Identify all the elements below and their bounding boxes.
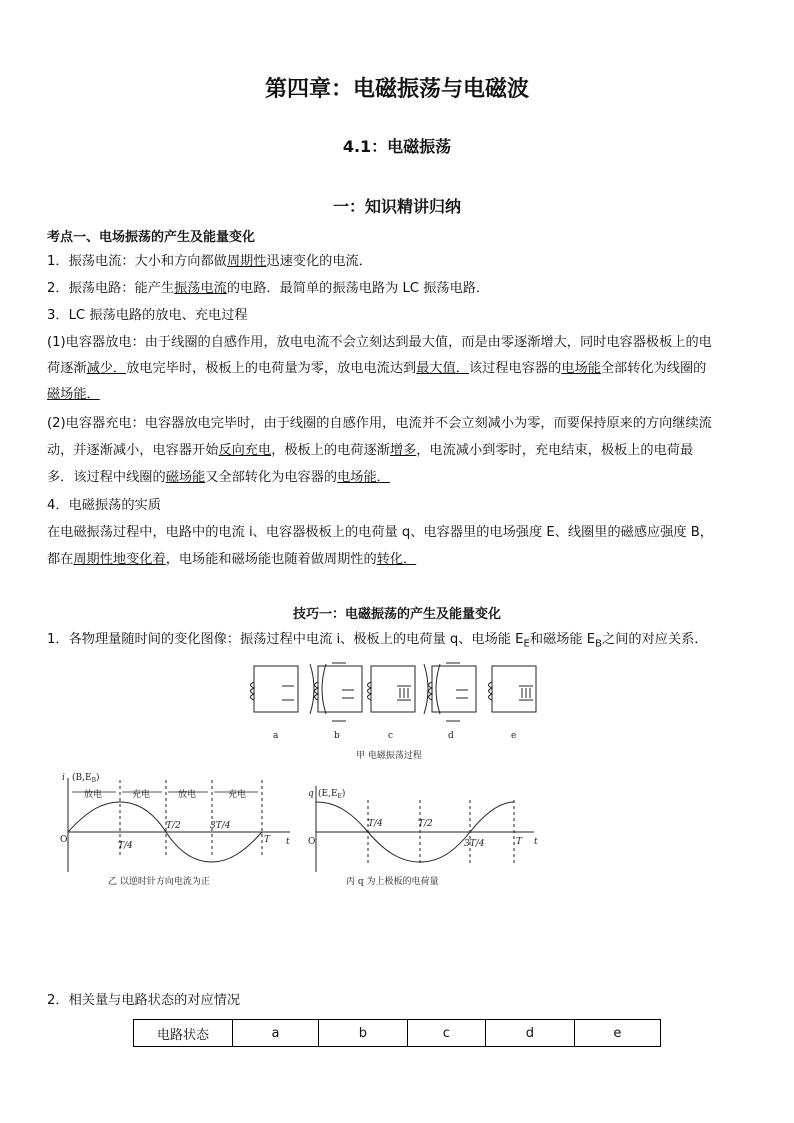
text: 之间的对应关系． bbox=[602, 632, 708, 647]
phase-label: 充电 bbox=[228, 790, 247, 800]
current-graph bbox=[58, 772, 298, 892]
text: 1．各物理量随时间的变化图像：振荡过程中电流 i、极板上的电荷量 q、电场能 E bbox=[47, 632, 524, 647]
y-label-2 bbox=[72, 772, 100, 784]
graph-caption: 丙 q 为上极板的电荷量 bbox=[346, 877, 439, 887]
text: 和磁场能 E bbox=[529, 632, 596, 647]
text: 多．该过程中线圈的 bbox=[47, 470, 166, 485]
tick-label: 3T/4 bbox=[210, 821, 231, 831]
text: 荷逐渐 bbox=[47, 361, 87, 376]
text: 迅速变化的电流． bbox=[266, 254, 372, 269]
circuit-e bbox=[489, 666, 537, 712]
paragraph-discharge-line1: (1)电容器放电：由于线圈的自感作用，放电电流不会立刻达到最大值，而是由零逐渐增大，同时电容器极板上的电 bbox=[47, 335, 712, 350]
text: ，电场能和磁场能也随着做周期性的 bbox=[165, 552, 377, 567]
paragraph-charge-line2 bbox=[47, 438, 747, 464]
paragraph-essence-line1: 在电磁振荡过程中，电路中的电流 i、电容器极板上的电荷量 q、电容器里的电场强度 E、线圈里的磁感应强度 B， bbox=[47, 525, 713, 540]
knowledge-point-heading: 考点一、电场振荡的产生及能量变化 bbox=[47, 230, 256, 245]
subscript: E bbox=[337, 793, 342, 800]
graph-caption: 乙 以逆时针方向电流为正 bbox=[108, 877, 210, 887]
subscript: B bbox=[595, 638, 603, 650]
tick-label: T/4 bbox=[368, 819, 383, 829]
underlined-answer: 磁场能． bbox=[47, 387, 100, 402]
circuit-a bbox=[251, 666, 299, 712]
circuit-state-table bbox=[133, 1019, 661, 1047]
circuit-b bbox=[310, 663, 362, 721]
table-header-cell: a bbox=[233, 1020, 319, 1047]
text: ，极板上的电荷逐渐 bbox=[271, 443, 390, 458]
paragraph-state-table-intro: 2．相关量与电路状态的对应情况 bbox=[47, 993, 241, 1008]
fig-label-c: c bbox=[388, 731, 394, 741]
text: ) bbox=[95, 773, 100, 783]
table-header-cell: b bbox=[318, 1020, 407, 1047]
text: 全部转化为线圈的 bbox=[600, 361, 707, 376]
text: 该过程电容器的 bbox=[469, 361, 562, 376]
lc-circuit-figure bbox=[236, 660, 556, 760]
underlined-answer: 增多 bbox=[389, 443, 417, 458]
table-header-cell: e bbox=[574, 1020, 660, 1047]
table-row bbox=[134, 1020, 661, 1047]
table-header-cell: c bbox=[407, 1020, 485, 1047]
paragraph-charge-line3 bbox=[47, 465, 747, 491]
fig-label-a: a bbox=[273, 731, 279, 741]
paragraph-essence-line2 bbox=[47, 547, 747, 573]
tick-label: T bbox=[516, 837, 523, 847]
fig-label-b: b bbox=[334, 731, 340, 741]
x-label: t bbox=[286, 837, 290, 847]
text: 2．振荡电路：能产生 bbox=[47, 281, 175, 296]
x-label: t bbox=[534, 837, 538, 847]
page-title: 第四章：电磁振荡与电磁波 bbox=[264, 77, 529, 102]
circuit-c bbox=[368, 666, 416, 712]
underlined-answer: 周期性 bbox=[226, 254, 267, 269]
text: ) bbox=[341, 789, 346, 799]
table-header-cell: d bbox=[485, 1020, 574, 1047]
underlined-answer: 周期性地变化着 bbox=[73, 552, 166, 567]
text: 又全部转化为电容器的 bbox=[205, 470, 338, 485]
paragraph-graph-intro bbox=[47, 627, 747, 658]
text: 动，并逐渐减小，电容器开始 bbox=[47, 443, 219, 458]
paragraph-oscillating-circuit bbox=[47, 276, 747, 302]
paragraph-charge-line1: (2)电容器充电：电容器放电完毕时，由于线圈的自感作用，电流并不会立刻减小为零，而要保持原来的方向继续流 bbox=[47, 416, 712, 431]
underlined-answer: 反向充电 bbox=[218, 443, 272, 458]
underlined-answer: 电场能 bbox=[561, 361, 601, 376]
text: (B,E bbox=[72, 773, 92, 783]
subscript: E bbox=[523, 638, 530, 650]
phase-label: 充电 bbox=[132, 790, 151, 800]
y-label-2 bbox=[318, 788, 345, 800]
origin-label: O bbox=[308, 837, 316, 847]
underlined-answer: 振荡电流 bbox=[174, 281, 227, 296]
text: 都在 bbox=[47, 552, 74, 567]
underlined-answer: 磁场能 bbox=[165, 470, 206, 485]
tick-label: T/2 bbox=[418, 819, 433, 829]
paragraph-oscillating-current bbox=[47, 249, 747, 275]
fig-caption: 甲 电磁振荡过程 bbox=[356, 751, 422, 760]
text: ，电流减小到零时，充电结束，极板上的电荷最 bbox=[416, 443, 694, 458]
y-label: q bbox=[308, 789, 314, 799]
section-subtitle: 4.1：电磁振荡 bbox=[342, 137, 452, 156]
paragraph-lc-process: 3．LC 振荡电路的放电、充电过程 bbox=[47, 308, 248, 323]
underlined-answer: 转化． bbox=[376, 552, 417, 567]
phase-label: 放电 bbox=[178, 790, 197, 800]
circuit-d bbox=[424, 663, 476, 721]
phase-label: 放电 bbox=[84, 790, 103, 800]
paragraph-essence-heading: 4．电磁振荡的实质 bbox=[47, 498, 161, 513]
charge-graph bbox=[306, 782, 546, 892]
subscript: B bbox=[91, 777, 96, 784]
paragraph-discharge-line3 bbox=[47, 382, 747, 408]
paragraph-discharge-line2 bbox=[47, 356, 747, 382]
fig-label-d: d bbox=[448, 731, 454, 741]
tick-label: T bbox=[264, 835, 271, 845]
text: 1．振荡电流：大小和方向都做 bbox=[47, 254, 227, 269]
fig-label-e: e bbox=[511, 731, 517, 741]
text: 放电完毕时，极板上的电荷量为零，放电电流达到 bbox=[126, 361, 417, 376]
underlined-answer: 减少． bbox=[86, 361, 127, 376]
skill-heading: 技巧一：电磁振荡的产生及能量变化 bbox=[292, 607, 501, 622]
text: 的电路．最简单的振荡电路为 LC 振荡电路． bbox=[226, 281, 490, 296]
origin-label: O bbox=[60, 835, 68, 845]
underlined-answer: 最大值． bbox=[416, 361, 469, 376]
tick-label: T/4 bbox=[118, 841, 133, 851]
tick-label: 3T/4 bbox=[464, 839, 485, 849]
text: (E,E bbox=[318, 789, 338, 799]
underlined-answer: 电场能． bbox=[337, 470, 390, 485]
tick-label: T/2 bbox=[166, 821, 181, 831]
y-label: i bbox=[62, 773, 65, 783]
table-header-cell: 电路状态 bbox=[134, 1020, 233, 1047]
section-heading: 一：知识精讲归纳 bbox=[332, 197, 461, 216]
